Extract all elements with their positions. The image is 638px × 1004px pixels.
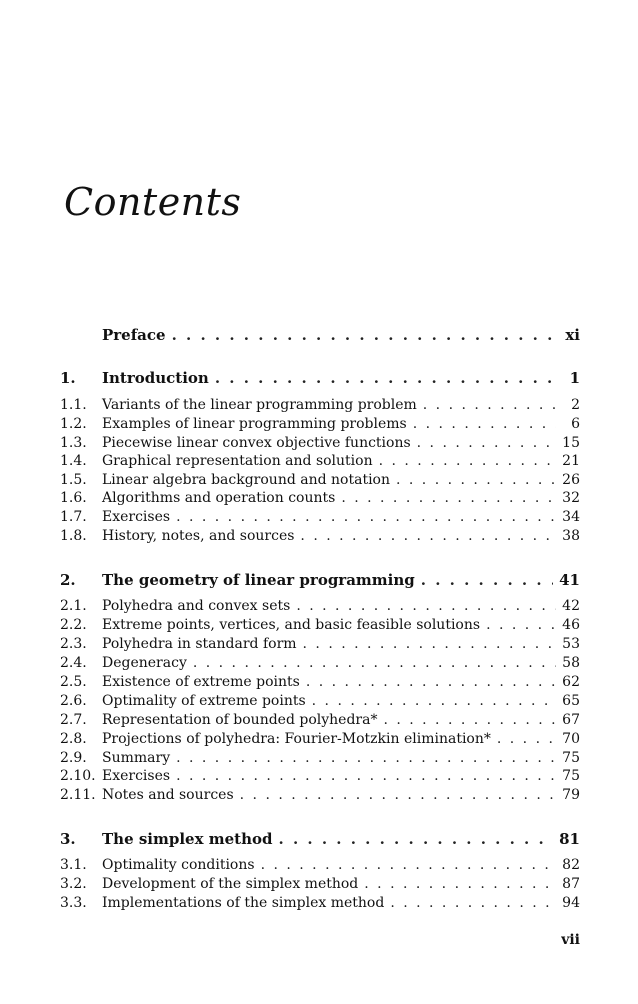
- dot-leader: [172, 326, 556, 344]
- toc-section-entry: [60, 509, 580, 528]
- entry-title: Degeneracy: [102, 655, 187, 671]
- entry-page-number: 79: [562, 787, 580, 803]
- dot-leader: [176, 509, 556, 525]
- dot-leader: [261, 857, 556, 873]
- entry-number: 3.: [60, 830, 76, 848]
- toc-section-entry: [60, 528, 580, 547]
- entry-title: Polyhedra in standard form: [102, 636, 297, 652]
- entry-page-number: 38: [562, 528, 580, 544]
- entry-title: Representation of bounded polyhedra*: [102, 712, 378, 728]
- entry-page-number: 75: [562, 750, 580, 766]
- toc-chapter-entry: [60, 830, 580, 849]
- entry-title: Optimality of extreme points: [102, 693, 306, 709]
- entry-title: Variants of the linear programming problem: [102, 397, 417, 413]
- entry-page-number: 41: [559, 571, 580, 589]
- entry-number: 2.8.: [60, 731, 87, 747]
- entry-title: Development of the simplex method: [102, 876, 359, 892]
- entry-page-number: 6: [571, 416, 580, 432]
- entry-page-number: 15: [562, 435, 580, 451]
- entry-title: Implementations of the simplex method: [102, 895, 385, 911]
- dot-leader: [497, 731, 556, 747]
- entry-page-number: 94: [562, 895, 580, 911]
- entry-title: Summary: [102, 750, 171, 766]
- entry-number: 1.2.: [60, 416, 87, 432]
- entry-page-number: 42: [562, 598, 580, 614]
- entry-number: 2.9.: [60, 750, 87, 766]
- toc-section-entry: [60, 490, 580, 509]
- toc-chapter-entry: [60, 369, 580, 388]
- entry-page-number: 81: [559, 830, 580, 848]
- entry-title: Exercises: [102, 768, 171, 784]
- dot-leader: [396, 472, 556, 488]
- entry-title: Examples of linear programming problems: [102, 416, 407, 432]
- entry-number: 3.1.: [60, 857, 87, 873]
- entry-page-number: 87: [562, 876, 580, 892]
- entry-number: 2.10.: [60, 768, 96, 784]
- entry-title: Linear algebra background and notation: [102, 472, 390, 488]
- entry-page-number: 53: [562, 636, 580, 652]
- dot-leader: [421, 571, 553, 589]
- entry-page-number: 70: [562, 731, 580, 747]
- entry-page-number: 62: [562, 674, 580, 690]
- entry-title: Extreme points, vertices, and basic feasible solutions: [102, 617, 481, 633]
- entry-page-number: 32: [562, 490, 580, 506]
- dot-leader: [303, 636, 556, 652]
- entry-title: Exercises: [102, 509, 171, 525]
- page-number: vii: [561, 932, 580, 948]
- entry-page-number: 75: [562, 768, 580, 784]
- dot-leader: [486, 617, 556, 633]
- dot-leader: [423, 397, 556, 413]
- dot-leader: [176, 750, 556, 766]
- dot-leader: [193, 655, 556, 671]
- entry-page-number: 58: [562, 655, 580, 671]
- entry-title: Optimality conditions: [102, 857, 255, 873]
- entry-number: 2.4.: [60, 655, 87, 671]
- entry-number: 2.6.: [60, 693, 87, 709]
- entry-title: Algorithms and operation counts: [102, 490, 336, 506]
- entry-title: Polyhedra and convex sets: [102, 598, 291, 614]
- entry-number: 1.8.: [60, 528, 87, 544]
- entry-number: 1.: [60, 369, 76, 387]
- entry-number: 2.11.: [60, 787, 96, 803]
- dot-leader: [417, 435, 556, 451]
- entry-number: 1.3.: [60, 435, 87, 451]
- toc-section-entry: [60, 787, 580, 806]
- entry-page-number: 1: [569, 369, 580, 387]
- entry-title: History, notes, and sources: [102, 528, 295, 544]
- dot-leader: [383, 712, 556, 728]
- toc-section-entry: [60, 895, 580, 914]
- dot-leader: [379, 453, 556, 469]
- entry-title: Graphical representation and solution: [102, 453, 373, 469]
- dot-leader: [215, 369, 556, 387]
- page-title: Contents: [64, 180, 242, 224]
- entry-number: 1.4.: [60, 453, 87, 469]
- dot-leader: [341, 490, 556, 506]
- toc-section-entry: [60, 693, 580, 712]
- entry-number: 1.6.: [60, 490, 87, 506]
- entry-number: 1.5.: [60, 472, 87, 488]
- entry-page-number: 34: [562, 509, 580, 525]
- entry-number: 1.7.: [60, 509, 87, 525]
- entry-title: Piecewise linear convex objective functions: [102, 435, 411, 451]
- toc-section-entry: [60, 731, 580, 750]
- entry-page-number: 82: [562, 857, 580, 873]
- dot-leader: [300, 528, 556, 544]
- toc-section-entry: [60, 416, 580, 435]
- dot-leader: [296, 598, 556, 614]
- entry-page-number: 21: [562, 453, 580, 469]
- entry-title: Existence of extreme points: [102, 674, 300, 690]
- entry-number: 3.3.: [60, 895, 87, 911]
- dot-leader: [176, 768, 556, 784]
- toc-section-entry: [60, 636, 580, 655]
- entry-title: Notes and sources: [102, 787, 234, 803]
- dot-leader: [413, 416, 556, 432]
- entry-page-number: 46: [562, 617, 580, 633]
- toc-section-entry: [60, 857, 580, 876]
- toc-section-entry: [60, 397, 580, 416]
- entry-page-number: 2: [571, 397, 580, 413]
- toc-section-entry: [60, 768, 580, 787]
- entry-title: Introduction: [102, 369, 209, 387]
- entry-page-number: 26: [562, 472, 580, 488]
- dot-leader: [240, 787, 556, 803]
- toc-section-entry: [60, 472, 580, 491]
- toc-section-entry: [60, 712, 580, 731]
- entry-title: Preface: [102, 326, 166, 344]
- toc-section-entry: [60, 617, 580, 636]
- entry-number: 2.3.: [60, 636, 87, 652]
- entry-number: 2.1.: [60, 598, 87, 614]
- toc-section-entry: [60, 750, 580, 769]
- toc-section-entry: [60, 453, 580, 472]
- entry-title: The geometry of linear programming: [102, 571, 415, 589]
- entry-page-number: 67: [562, 712, 580, 728]
- entry-number: 2.7.: [60, 712, 87, 728]
- dot-leader: [364, 876, 556, 892]
- toc-section-entry: [60, 598, 580, 617]
- entry-title: The simplex method: [102, 830, 273, 848]
- entry-page-number: xi: [565, 326, 580, 344]
- entry-number: 2.: [60, 571, 76, 589]
- dot-leader: [390, 895, 556, 911]
- toc-chapter-entry: [60, 571, 580, 590]
- entry-title: Projections of polyhedra: Fourier-Motzkin elimination*: [102, 731, 491, 747]
- dot-leader: [306, 674, 556, 690]
- dot-leader: [279, 830, 554, 848]
- toc-section-entry: [60, 674, 580, 693]
- entry-number: 2.2.: [60, 617, 87, 633]
- entry-page-number: 65: [562, 693, 580, 709]
- toc-section-entry: [60, 876, 580, 895]
- toc-section-entry: [60, 655, 580, 674]
- toc-section-entry: [60, 435, 580, 454]
- entry-number: 2.5.: [60, 674, 87, 690]
- entry-number: 1.1.: [60, 397, 87, 413]
- toc-chapter-entry: [60, 326, 580, 345]
- entry-number: 3.2.: [60, 876, 87, 892]
- dot-leader: [312, 693, 556, 709]
